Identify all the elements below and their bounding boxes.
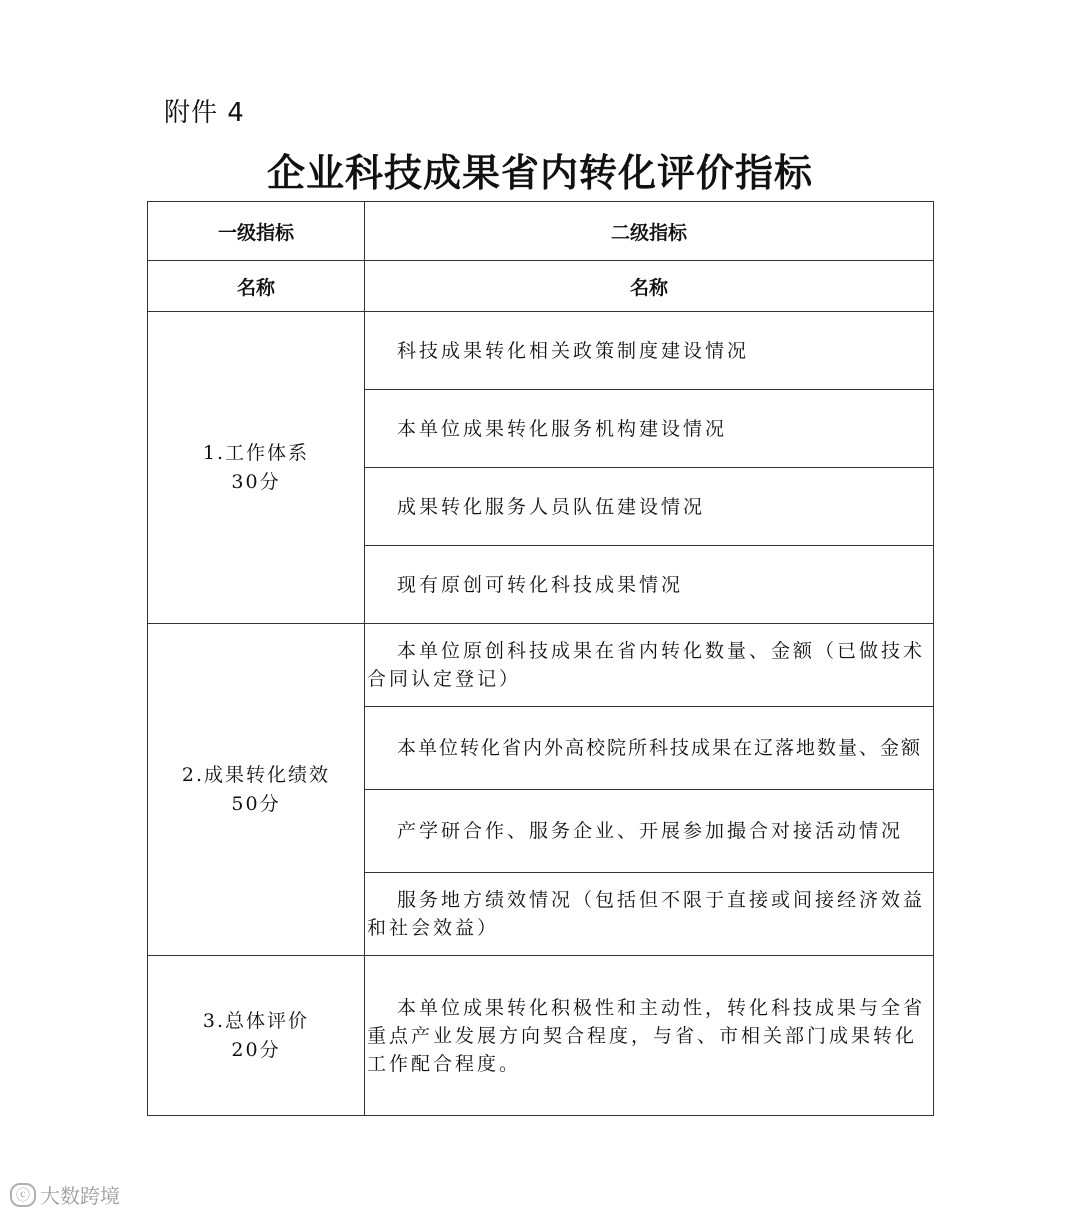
group-2-score: 50分 [231,792,281,815]
group-3-score: 20分 [231,1038,281,1061]
watermark-logo [10,1180,120,1209]
evaluation-table [147,201,934,1116]
watermark-text: 大数跨境 [40,1184,120,1208]
table-row [148,624,934,707]
table-subheader-row [148,261,934,312]
col2-header: 二级指标 [365,202,934,261]
item-text: 现有原创可转化科技成果情况 [397,573,684,596]
group-3-item-1 [365,956,934,1116]
group-1-cell [148,312,365,624]
group-2-item-1 [365,624,934,707]
group-1-item-1 [365,312,934,390]
group-3-name: 3.总体评价 [202,1009,310,1032]
col1-header: 一级指标 [148,202,365,261]
group-2-name: 2.成果转化绩效 [181,763,331,786]
document-title: 企业科技成果省内转化评价指标 [266,151,813,195]
watermark-icon: ⓒ [10,1183,36,1207]
item-text: 服务地方绩效情况（包括但不限于直接或间接经济效益和社会效益） [367,889,926,939]
group-2-item-4 [365,873,934,956]
group-2-cell [148,624,365,956]
attachment-label: 附件 4 [164,98,245,128]
table-row [148,312,934,390]
group-1-item-4 [365,546,934,624]
group-2-item-2 [365,707,934,790]
item-text: 产学研合作、服务企业、开展参加撮合对接活动情况 [397,820,904,842]
item-text: 科技成果转化相关政策制度建设情况 [397,339,750,362]
item-text: 本单位成果转化服务机构建设情况 [397,417,728,440]
item-text: 本单位成果转化积极性和主动性，转化科技成果与全省重点产业发展方向契合程度，与省、市相关部门成果转化工作配合程度。 [367,997,926,1075]
table-row [148,956,934,1116]
group-3-cell [148,956,365,1116]
col2-subheader: 名称 [365,261,934,312]
item-text: 本单位原创科技成果在省内转化数量、金额（已做技术合同认定登记） [367,640,926,690]
group-1-name: 1.工作体系 [202,441,310,464]
group-1-item-2 [365,390,934,468]
col1-subheader: 名称 [148,261,365,312]
group-1-item-3 [365,468,934,546]
group-1-score: 30分 [231,470,281,493]
table-header-row [148,202,934,261]
item-text: 本单位转化省内外高校院所科技成果在辽落地数量、金额 [397,737,923,759]
item-text: 成果转化服务人员队伍建设情况 [397,495,706,518]
group-2-item-3 [365,790,934,873]
